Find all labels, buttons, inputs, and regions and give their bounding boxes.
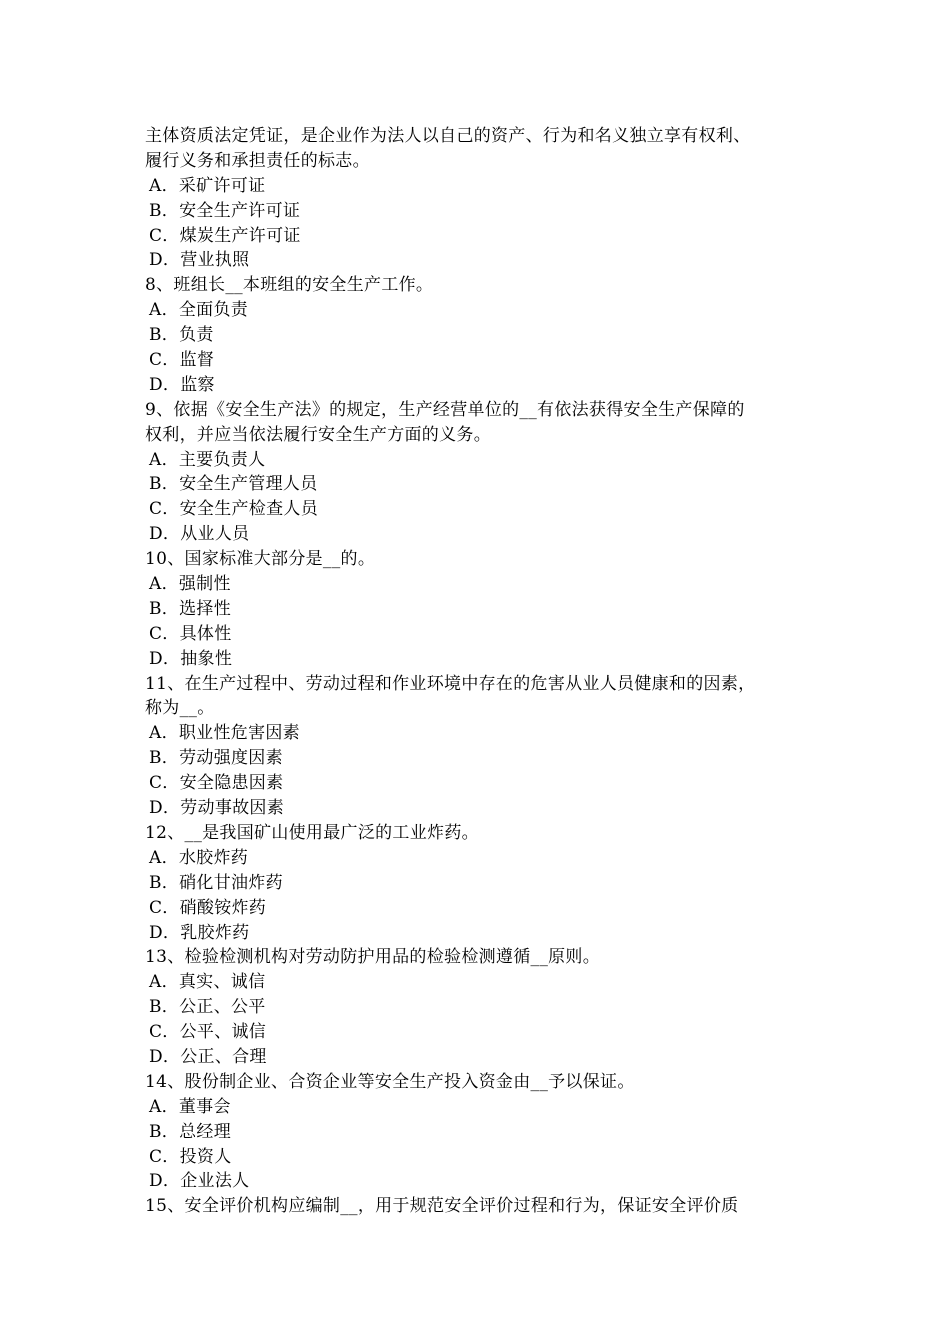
question-12-option-d: D．乳胶炸药 — [149, 922, 250, 943]
question-13-option-b: B．公正、公平 — [149, 997, 266, 1018]
question-9-stem-line-1: 9、依据《安全生产法》的规定，生产经营单位的__有依法获得安全生产保障的 — [145, 399, 745, 420]
question-12-option-b: B．硝化甘油炸药 — [149, 872, 283, 893]
question-10-option-a: A．强制性 — [149, 574, 231, 595]
question-9-option-b: B．安全生产管理人员 — [149, 474, 318, 495]
question-14-option-a: A．董事会 — [149, 1096, 231, 1117]
question-10 — [145, 547, 835, 671]
question-14-stem: 14、股份制企业、合资企业等安全生产投入资金由__予以保证。 — [145, 1071, 635, 1092]
question-15 — [145, 1194, 835, 1219]
question-8-option-d: D．监察 — [149, 374, 215, 395]
intro-text-line-2: 履行义务和承担责任的标志。 — [145, 150, 370, 171]
question-13-option-c: C．公平、诚信 — [149, 1022, 267, 1043]
question-12-option-c: C．硝酸铵炸药 — [149, 897, 267, 918]
question-11-option-b: B．劳动强度因素 — [149, 748, 283, 769]
question-10-option-d: D．抽象性 — [149, 648, 233, 669]
question-13-stem: 13、检验检测机构对劳动防护用品的检验检测遵循__原则。 — [145, 947, 601, 968]
intro-option-d: D．营业执照 — [149, 250, 250, 271]
question-14 — [145, 1070, 835, 1194]
intro-option-c: C．煤炭生产许可证 — [149, 225, 301, 246]
question-12 — [145, 821, 835, 945]
question-8-option-a: A．全面负责 — [149, 300, 249, 321]
question-9-option-a: A．主要负责人 — [149, 449, 266, 470]
question-13-option-d: D．公正、合理 — [149, 1046, 267, 1067]
question-15-stem: 15、安全评价机构应编制__，用于规范安全评价过程和行为，保证安全评价质 — [145, 1196, 739, 1217]
intro-text-line-1: 主体资质法定凭证，是企业作为法人以自己的资产、行为和名义独立享有权利、 — [145, 126, 751, 146]
question-11-stem-line-1: 11、在生产过程中、劳动过程和作业环境中存在的危害从业人员健康和的因素， — [145, 673, 756, 694]
question-8-option-b: B．负责 — [149, 325, 214, 346]
question-13-option-a: A．真实、诚信 — [149, 972, 266, 993]
intro-block — [145, 124, 835, 273]
document-page — [145, 124, 835, 1219]
intro-option-b: B．安全生产许可证 — [149, 200, 301, 221]
question-11 — [145, 672, 835, 821]
question-12-option-a: A．水胶炸药 — [149, 847, 249, 868]
question-9 — [145, 398, 835, 547]
question-13 — [145, 945, 835, 1069]
question-10-stem: 10、国家标准大部分是__的。 — [145, 549, 376, 570]
question-8-stem: 8、班组长__本班组的安全生产工作。 — [145, 275, 434, 296]
question-11-option-d: D．劳动事故因素 — [149, 798, 285, 819]
question-11-option-c: C．安全隐患因素 — [149, 773, 284, 794]
question-14-option-d: D．企业法人 — [149, 1171, 250, 1192]
question-10-option-b: B．选择性 — [149, 598, 231, 619]
question-10-option-c: C．具体性 — [149, 623, 232, 644]
question-9-stem-line-2: 权利，并应当依法履行安全生产方面的义务。 — [145, 424, 491, 445]
question-12-stem: 12、__是我国矿山使用最广泛的工业炸药。 — [145, 822, 479, 843]
question-8-option-c: C．监督 — [149, 350, 215, 371]
question-9-option-c: C．安全生产检查人员 — [149, 499, 319, 520]
question-11-option-a: A．职业性危害因素 — [149, 723, 300, 744]
question-11-stem-line-2: 称为__。 — [145, 698, 215, 719]
question-14-option-c: C．投资人 — [149, 1146, 232, 1167]
question-8 — [145, 273, 835, 397]
intro-option-a: A．采矿许可证 — [149, 175, 266, 196]
question-14-option-b: B．总经理 — [149, 1121, 231, 1142]
question-9-option-d: D．从业人员 — [149, 524, 250, 545]
